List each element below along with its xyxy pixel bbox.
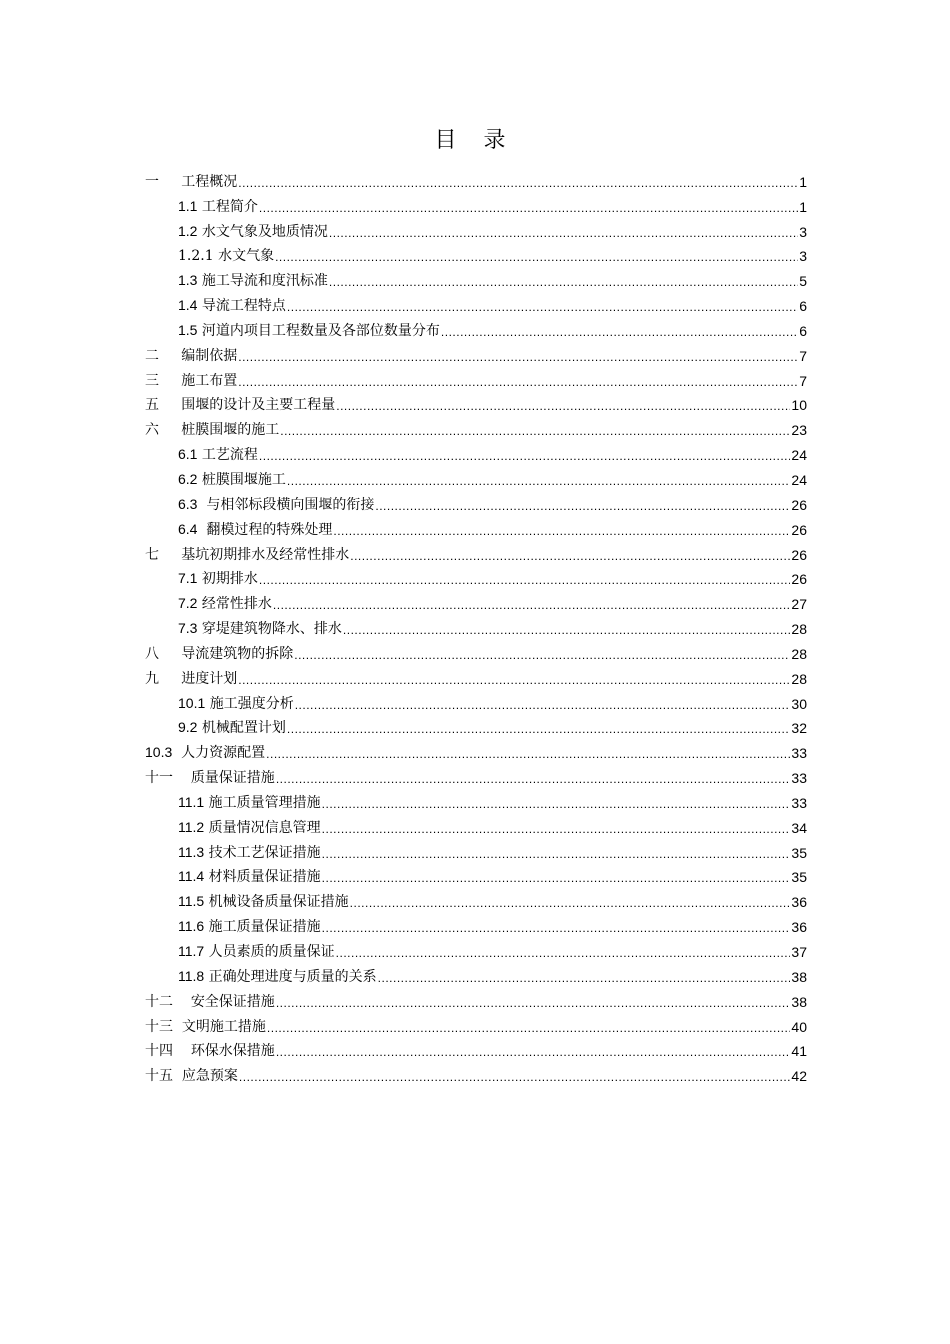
toc-entry-number: 11.5: [178, 893, 205, 910]
toc-entry-label: 技术工艺保证措施: [208, 844, 321, 861]
toc-page-number: 26: [791, 571, 807, 588]
toc-entry[interactable]: [145, 414, 807, 439]
toc-page-number: 24: [791, 447, 807, 464]
toc-leader-dots: [259, 448, 791, 464]
toc-entry-number: 十二: [145, 993, 173, 1010]
toc-entry-title: [145, 1067, 238, 1085]
toc-leader-dots: [329, 225, 798, 241]
toc-entry-number: 10.3: [145, 744, 173, 761]
toc-leader-dots: [273, 597, 791, 613]
toc-page-number: 42: [791, 1068, 807, 1085]
toc-leader-dots: [322, 870, 791, 886]
toc-entry[interactable]: [145, 1036, 807, 1061]
toc-entry[interactable]: [145, 961, 807, 986]
toc-entry-label: 基坑初期排水及经常性排水: [181, 546, 350, 563]
toc-entry-title: [178, 222, 328, 241]
toc-entry-separator: [173, 1043, 191, 1059]
toc-page-number: 24: [791, 471, 807, 488]
toc-entry-separator: [159, 397, 181, 413]
toc-entry-title: [178, 843, 321, 862]
toc-entry-number: 11.8: [178, 967, 205, 984]
toc-entry-label: 应急预案: [181, 1068, 238, 1085]
toc-page-number: 28: [791, 670, 807, 687]
toc-page-number: 35: [791, 844, 807, 861]
toc-leader-dots: [441, 324, 798, 340]
toc-leader-dots: [322, 846, 791, 862]
toc-entry-separator: [172, 745, 181, 761]
toc-entry[interactable]: [145, 390, 807, 415]
toc-entry[interactable]: [145, 1060, 807, 1085]
toc-leader-dots: [266, 746, 790, 762]
toc-page-number: 26: [791, 521, 807, 538]
toc-entry-label: 1.2.1 水文气象: [178, 248, 275, 265]
toc-leader-dots: [322, 796, 791, 812]
toc-entry-number: 11.4: [178, 868, 205, 885]
toc-entry-title: [145, 372, 237, 390]
toc-entry-label: 施工强度分析: [209, 695, 294, 712]
toc-entry[interactable]: [145, 315, 807, 340]
toc-entry[interactable]: [145, 365, 807, 390]
toc-entry[interactable]: [145, 911, 807, 936]
toc-page-number: 35: [791, 869, 807, 886]
toc-entry[interactable]: [145, 713, 807, 738]
toc-entry-separator: [173, 994, 191, 1010]
toc-entry-title: [178, 619, 342, 638]
toc-page-number: 1: [799, 173, 807, 190]
toc-entry-label: 文明施工措施: [181, 1018, 266, 1035]
toc-entry[interactable]: [145, 862, 807, 887]
toc-leader-dots: [333, 523, 790, 539]
toc-entry-separator: [159, 373, 181, 389]
toc-entry[interactable]: [145, 613, 807, 638]
toc-entry[interactable]: [145, 191, 807, 216]
toc-entry-number: 十四: [145, 1043, 173, 1060]
toc-page-number: 6: [799, 322, 807, 339]
toc-entry[interactable]: [145, 837, 807, 862]
toc-leader-dots: [350, 548, 790, 564]
toc-entry[interactable]: [145, 216, 807, 241]
toc-leader-dots: [267, 1020, 791, 1036]
toc-entry[interactable]: [145, 986, 807, 1011]
toc-entry[interactable]: [145, 564, 807, 589]
toc-entry-title: [178, 867, 321, 886]
toc-entry-number: 一: [145, 173, 159, 190]
toc-entry-title: [145, 645, 293, 663]
toc-leader-dots: [238, 672, 790, 688]
toc-page-number: 38: [791, 993, 807, 1010]
toc-entry-label: 翻模过程的特殊处理: [206, 521, 333, 538]
toc-entry-label: 与相邻标段横向围堰的衔接: [206, 496, 375, 513]
toc-leader-dots: [287, 473, 791, 489]
toc-entry[interactable]: [145, 514, 807, 539]
toc-entry-number: 十一: [145, 770, 173, 787]
toc-entry-number: 1.3: [178, 272, 198, 289]
toc-entry[interactable]: [145, 439, 807, 464]
toc-entry-title: [145, 1018, 266, 1036]
toc-leader-dots: [280, 423, 790, 439]
toc-entry-number: 八: [145, 645, 159, 662]
toc-entry-title: [178, 321, 440, 340]
toc-entry-title: [145, 670, 237, 688]
toc-entry-label: 施工布置: [181, 372, 238, 389]
toc-page-number: 36: [791, 919, 807, 936]
toc-entry-title: [178, 470, 286, 489]
toc-entry[interactable]: [145, 166, 807, 191]
toc-entry-separator: [173, 770, 191, 786]
toc-entry-number: 十三: [145, 1018, 173, 1035]
toc-leader-dots: [238, 175, 798, 191]
toc-entry-title: [178, 197, 258, 216]
toc-entry-number: 11.7: [178, 943, 205, 959]
toc-leader-dots: [287, 299, 798, 315]
toc-entry-title: [145, 546, 349, 564]
toc-page-number: 40: [791, 1018, 807, 1035]
toc-entry-number: 11.1: [178, 793, 205, 810]
toc-entry-title: [178, 271, 328, 290]
toc-entry-number: 七: [145, 546, 159, 563]
toc-page-number: 3: [799, 248, 807, 265]
toc-entry-title: [178, 520, 332, 539]
toc-entry-title: [178, 569, 258, 588]
toc-page-number: 1: [799, 198, 807, 215]
toc-entry-label: 环保水保措施: [190, 1043, 275, 1060]
toc-entry-number: 二: [145, 347, 159, 364]
toc-entry[interactable]: [145, 936, 807, 961]
toc-entry-label: 人员素质的质量保证: [208, 944, 335, 960]
toc-entry-title: [178, 942, 335, 961]
toc-leader-dots: [276, 771, 791, 787]
toc-leader-dots: [343, 622, 791, 638]
toc-entry-number: 7.1: [178, 570, 198, 587]
toc-entry-label: 桩膜围堰的施工: [181, 422, 280, 439]
toc-entry-number: 10.1: [178, 694, 206, 711]
toc-entry-title: [145, 421, 279, 439]
toc-entry-number: 五: [145, 397, 159, 414]
toc-leader-dots: [322, 920, 791, 936]
toc-entry[interactable]: [145, 539, 807, 564]
toc-entry-label: 材料质量保证措施: [208, 869, 321, 886]
toc-entry-label: 机械配置计划: [201, 720, 286, 737]
toc-page-number: 33: [791, 770, 807, 787]
toc-entry-title: [178, 967, 377, 986]
toc-entry-separator: [173, 1068, 182, 1084]
toc-entry[interactable]: [145, 265, 807, 290]
toc-entry-separator: [159, 547, 181, 563]
toc-entry-label: 水文气象及地质情况: [201, 223, 328, 240]
toc-entry-number: 1.5: [178, 321, 198, 338]
toc-entry-label: 经常性排水: [201, 596, 272, 613]
toc-entry[interactable]: [145, 737, 807, 762]
toc-entry-title: [178, 594, 272, 613]
toc-entry-title: [145, 993, 275, 1011]
toc-entry[interactable]: [145, 638, 807, 663]
toc-leader-dots: [336, 945, 791, 961]
toc-entry[interactable]: [145, 886, 807, 911]
toc-page-number: 41: [791, 1043, 807, 1060]
toc-entry-title: [145, 743, 265, 762]
toc-leader-dots: [239, 1069, 791, 1085]
toc-entry-number: 11.6: [178, 918, 205, 935]
toc-entry-title: [178, 296, 286, 315]
toc-entry-number: 9.2: [178, 719, 198, 736]
toc-entry-label: 围堰的设计及主要工程量: [181, 397, 336, 414]
toc-entry-label: 编制依据: [181, 347, 238, 364]
toc-entry-label: 施工导流和度汛标准: [201, 273, 328, 290]
toc-entry-label: 河道内项目工程数量及各部位数量分布: [201, 322, 440, 339]
toc-leader-dots: [238, 374, 798, 390]
toc-page-number: 32: [791, 720, 807, 737]
toc-entry-label: 穿堤建筑物降水、排水: [201, 621, 342, 638]
toc-entry-label: 质量情况信息管理: [208, 819, 321, 836]
toc-page-number: 10: [791, 397, 807, 414]
toc-entry-title: [178, 793, 321, 812]
toc-entry-number: 6.3: [178, 495, 198, 512]
toc-entry-label: 工艺流程: [201, 447, 258, 464]
toc-leader-dots: [378, 970, 791, 986]
toc-entry-separator: [159, 646, 181, 662]
toc-page-number: 26: [791, 546, 807, 563]
toc-entry-label: 工程概况: [181, 173, 238, 190]
toc-entry[interactable]: [145, 489, 807, 514]
toc-entry-title: [178, 718, 286, 737]
toc-leader-dots: [259, 200, 798, 216]
toc-page-number: 33: [791, 745, 807, 762]
toc-page-number: 28: [791, 621, 807, 638]
toc-entry-label: 桩膜围堰施工: [201, 471, 286, 488]
toc-leader-dots: [259, 572, 791, 588]
toc-entry-label: 人力资源配置: [181, 745, 266, 762]
toc-leader-dots: [294, 647, 790, 663]
toc-entry-number: 7.3: [178, 620, 198, 637]
toc-entry-title: [145, 347, 237, 365]
toc-page-number: 5: [799, 273, 807, 290]
toc-entry-number: 三: [145, 372, 159, 389]
toc-entry-number: 11.3: [178, 843, 205, 860]
toc-entry-title: [145, 1042, 275, 1060]
toc-page-number: 3: [799, 223, 807, 240]
toc-entry-label: 施工质量保证措施: [208, 919, 321, 936]
toc-entry[interactable]: [145, 290, 807, 315]
toc-page-number: 30: [791, 695, 807, 712]
toc-title: 目 录: [434, 128, 516, 153]
toc-entry-title: [178, 445, 258, 464]
toc-entry-number: 1.4: [178, 297, 198, 314]
toc-entry-label: 施工质量管理措施: [208, 794, 321, 811]
toc-entry[interactable]: [145, 762, 807, 787]
toc-page-number: 33: [791, 794, 807, 811]
toc-leader-dots: [238, 349, 798, 365]
toc-entry-number: 1.1: [178, 197, 198, 214]
toc-entry-label: 导流建筑物的拆除: [181, 645, 294, 662]
toc-entry-title: [178, 247, 274, 265]
toc-entry-label: 安全保证措施: [190, 993, 275, 1010]
toc-leader-dots: [322, 821, 791, 837]
toc-entry-number: 11.2: [178, 818, 205, 835]
toc-entry-label: 进度计划: [181, 670, 238, 687]
toc-page-number: 37: [791, 944, 807, 960]
toc-leader-dots: [336, 398, 790, 414]
toc-entry-number: 十五: [145, 1068, 173, 1085]
toc-entry-separator: [173, 1019, 182, 1035]
toc-entry-title: [178, 694, 294, 713]
toc-entry[interactable]: [145, 663, 807, 688]
toc-entry-title: [178, 495, 374, 514]
toc-page-number: 38: [791, 968, 807, 985]
toc-entry-separator: [159, 348, 181, 364]
toc-entry-number: 6.2: [178, 470, 198, 487]
toc-page-number: 27: [791, 596, 807, 613]
toc-entry-title: [178, 892, 349, 911]
toc-entry-number: 6.1: [178, 446, 198, 463]
toc-entry-separator: [159, 422, 181, 438]
toc-entry-label: 机械设备质量保证措施: [208, 894, 349, 911]
toc-leader-dots: [295, 697, 791, 713]
toc-entry[interactable]: [145, 464, 807, 489]
toc-page-number: 6: [799, 298, 807, 315]
toc-leader-dots: [329, 274, 798, 290]
toc-entry-label: 工程简介: [201, 198, 258, 215]
toc-page-number: 7: [799, 347, 807, 364]
toc-entry-number: 7.2: [178, 595, 198, 612]
toc-page-number: 23: [791, 422, 807, 439]
toc-entry-title: [145, 396, 335, 414]
toc-entry-label: 导流工程特点: [201, 298, 286, 315]
toc-leader-dots: [276, 1044, 791, 1060]
toc-entry-number: 九: [145, 670, 159, 687]
toc-entry-label: 正确处理进度与质量的关系: [208, 968, 377, 985]
toc-leader-dots: [287, 721, 791, 737]
toc-leader-dots: [350, 895, 791, 911]
toc-entry-title: [145, 769, 275, 787]
table-of-contents: [145, 166, 807, 1085]
toc-entry-number: 6.4: [178, 520, 198, 537]
toc-page-number: 36: [791, 894, 807, 911]
toc-entry-number: 六: [145, 422, 159, 439]
toc-page-number: 26: [791, 496, 807, 513]
toc-entry[interactable]: [145, 1011, 807, 1036]
toc-page-number: 28: [791, 645, 807, 662]
toc-entry[interactable]: [145, 340, 807, 365]
toc-entry-separator: [159, 671, 181, 687]
toc-page-number: 7: [799, 372, 807, 389]
toc-leader-dots: [275, 249, 798, 265]
toc-entry[interactable]: [145, 688, 807, 713]
toc-leader-dots: [375, 498, 790, 514]
toc-entry-number: 1.2: [178, 222, 198, 239]
toc-entry-title: [178, 917, 321, 936]
toc-entry-title: [178, 818, 321, 837]
toc-entry-title: [145, 173, 237, 191]
toc-entry[interactable]: [145, 787, 807, 812]
toc-entry-label: 质量保证措施: [190, 770, 275, 787]
toc-entry[interactable]: [145, 812, 807, 837]
toc-leader-dots: [276, 995, 791, 1011]
toc-page-number: 34: [791, 819, 807, 836]
toc-entry-separator: [159, 174, 181, 190]
toc-entry[interactable]: [145, 588, 807, 613]
toc-entry[interactable]: [145, 241, 807, 266]
toc-entry-label: 初期排水: [201, 571, 258, 588]
